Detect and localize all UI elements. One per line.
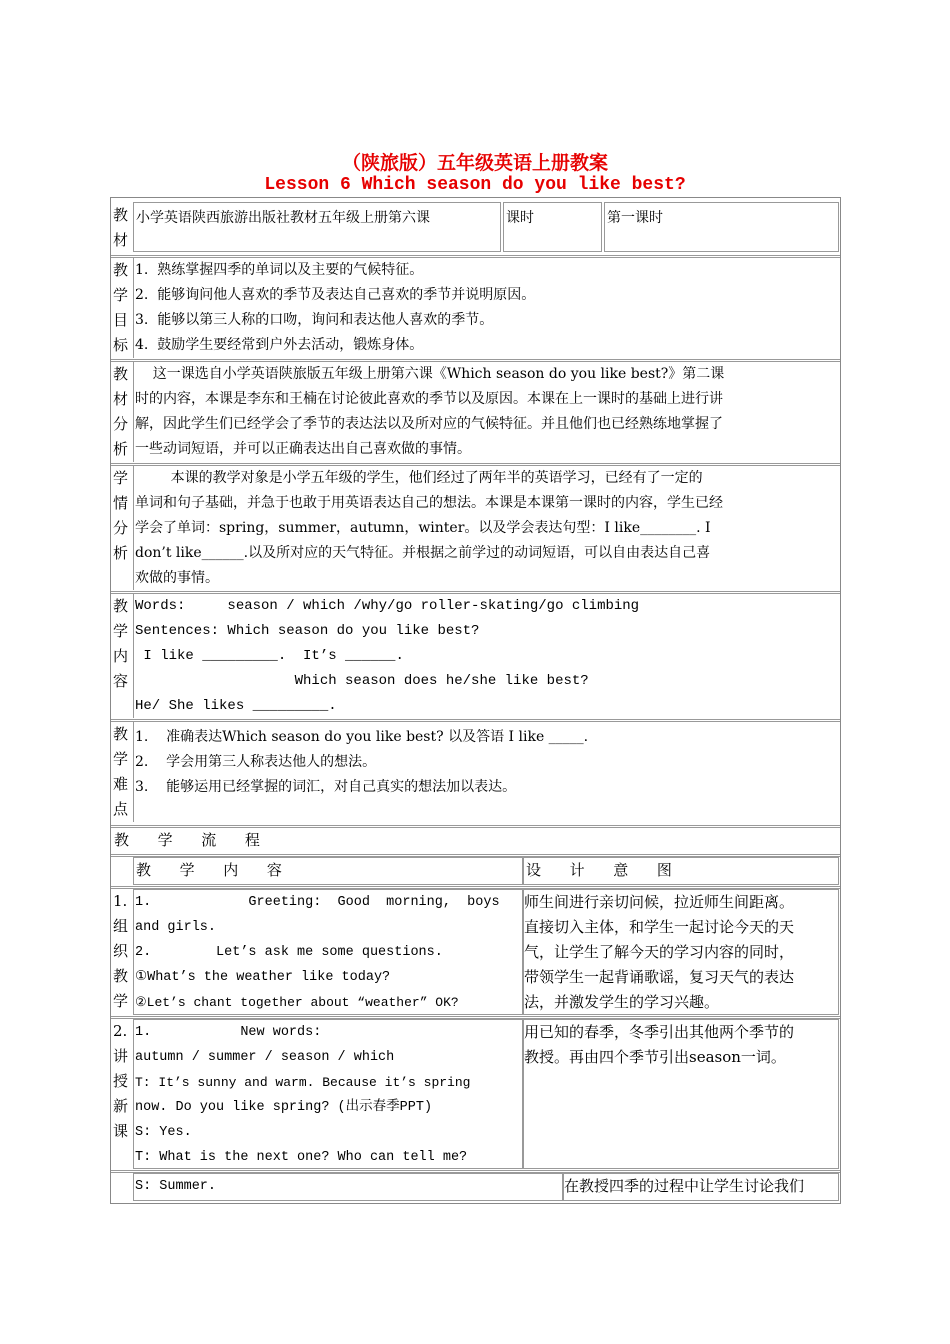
row-analysis xyxy=(111,362,840,464)
content-line: Sentences: Which season do you like best? xyxy=(135,623,480,639)
difficulty-line: 1. 准确表达Which season do you like best? 以及答语 I like _____. xyxy=(135,729,589,745)
students-line: don’t like______.以及所对应的天气特征。并根据之前学过的动词短语，可以自由表达自己喜 xyxy=(135,545,711,561)
lesson-plan-table xyxy=(110,197,841,1204)
goal-item: 3. 能够以第三人称的口吻，询问和表达他人喜欢的季节。 xyxy=(135,312,494,328)
row-step1 xyxy=(111,889,840,1015)
students-line: 欢做的事情。 xyxy=(135,570,219,586)
row-step2 xyxy=(111,1019,840,1169)
keshi-value-cell xyxy=(604,202,839,252)
row-flow xyxy=(111,828,840,854)
step1-line: 1. Greeting: Good morning, boys xyxy=(135,895,500,910)
textbook-text: 小学英语陕西旅游出版社教材五年级上册第六课 xyxy=(136,210,430,226)
row-label-difficulty: 教学难点 xyxy=(113,725,129,818)
step1-line: and girls. xyxy=(135,920,217,935)
step3-content-cell xyxy=(133,1173,563,1201)
step3-line: S: Summer. xyxy=(135,1179,217,1194)
row-label-analysis: 教材分析 xyxy=(113,365,129,458)
students-line: 单词和句子基础，并急于也敢于用英语表达自己的想法。本课是本课第一课时的内容，学生已经 xyxy=(135,495,723,511)
step2-line: S: Yes. xyxy=(135,1125,192,1140)
analysis-line: 时的内容，本课是李东和王楠在讨论彼此喜欢的季节以及原因。本课在上一课时的基础上进行讲 xyxy=(135,391,723,407)
analysis-line: 解，因此学生们已经学会了季节的表达法以及所对应的气候特征。并且他们也已经熟练地掌握了 xyxy=(135,416,723,432)
students-line: 学会了单词：spring，summer，autumn，winter。以及学会表达句型：I like________. I xyxy=(135,520,711,536)
step2-content-cell xyxy=(133,1019,523,1169)
analysis-line: 这一课选自小学英语陕旅版五年级上册第六课《Which season do you like best?》第二课 xyxy=(135,366,725,382)
step2-intent-line: 用已知的春季，冬季引出其他两个季节的 xyxy=(524,1023,795,1041)
step3-intent-cell xyxy=(563,1173,839,1201)
goal-item: 2. 能够询问他人喜欢的季节及表达自己喜欢的季节并说明原因。 xyxy=(135,287,536,303)
document-title-cn: （陕旅版）五年级英语上册教案 xyxy=(341,152,608,174)
row-difficulty xyxy=(111,722,840,824)
textbook-cell xyxy=(133,202,501,252)
step1-intent-line: 带领学生一起背诵歌谣，复习天气的表达 xyxy=(524,968,795,986)
step1-intent-line: 法，并激发学生的学习兴趣。 xyxy=(524,993,720,1011)
keshi-label-cell xyxy=(503,202,602,252)
row-label-content: 教学内容 xyxy=(113,597,129,690)
step2-line: T: What is the next one? Who can tell me? xyxy=(135,1150,468,1165)
content-line: He/ She likes _________. xyxy=(135,698,337,714)
difficulty-line: 3. 能够运用已经掌握的词汇，对自己真实的想法加以表达。 xyxy=(135,779,517,795)
keshi-value: 第一课时 xyxy=(607,210,663,226)
row-label-step1: 1.组织教学 xyxy=(113,892,129,1010)
difficulty-line: 2. 学会用第三人称表达他人的想法。 xyxy=(135,754,377,770)
step1-content-cell xyxy=(133,889,523,1015)
col-header-content-cell xyxy=(133,857,523,885)
step1-intent-cell xyxy=(523,889,839,1015)
row-label-goals: 教学目标 xyxy=(113,261,129,354)
step1-line: 2. Let’s ask me some questions. xyxy=(135,945,443,960)
content-line: Which season does he/she like best? xyxy=(135,673,589,689)
row-flow-headers xyxy=(111,857,840,885)
step2-line: T: It’s sunny and warm. Because it’s spring xyxy=(135,1075,471,1090)
keshi-label: 课时 xyxy=(506,210,534,226)
step2-line: 1. New words: xyxy=(135,1025,322,1040)
row-step3 xyxy=(111,1173,840,1201)
col-header-intent-cell xyxy=(523,857,839,885)
goal-item: 1. 熟练掌握四季的单词以及主要的气候特征。 xyxy=(135,262,424,278)
students-line: 本课的教学对象是小学五年级的学生，他们经过了两年半的英语学习，已经有了一定的 xyxy=(135,470,703,486)
row-students xyxy=(111,466,840,592)
step1-intent-line: 气，让学生了解今天的学习内容的同时， xyxy=(524,943,795,961)
row-label-step2: 2.讲授新课 xyxy=(113,1022,129,1140)
content-line: Words: season / which /why/go roller-skating/go climbing xyxy=(135,598,640,614)
step2-intent-cell xyxy=(523,1019,839,1169)
col-header-intent: 设 计 意 图 xyxy=(526,861,672,879)
content-line: I like _________. It’s ______. xyxy=(135,648,404,664)
step1-intent-line: 师生间进行亲切问候，拉近师生间距离。 xyxy=(524,893,795,911)
row-goals xyxy=(111,258,840,360)
col-header-content: 教 学 内 容 xyxy=(136,861,282,879)
step1-line: ②Let’s chant together about “weather” OK? xyxy=(135,995,459,1010)
flow-label: 教 学 流 程 xyxy=(114,831,260,849)
step1-line: ①What’s the weather like today? xyxy=(135,970,391,985)
step2-intent-line: 教授。再由四个季节引出season一词。 xyxy=(524,1048,786,1066)
row-label-students: 学情分析 xyxy=(113,469,129,562)
goal-item: 4. 鼓励学生要经常到户外去活动，锻炼身体。 xyxy=(135,337,424,353)
step1-intent-line: 直接切入主体，和学生一起讨论今天的天 xyxy=(524,918,795,936)
row-content xyxy=(111,594,840,720)
row-textbook xyxy=(111,198,840,256)
step2-line: autumn / summer / season / which xyxy=(135,1050,395,1065)
analysis-line: 一些动词短语，并可以正确表达出自己喜欢做的事情。 xyxy=(135,441,471,457)
document-title-en: Lesson 6 Which season do you like best? xyxy=(264,175,686,195)
step2-line: now. Do you like spring? (出示春季PPT) xyxy=(135,1100,433,1115)
row-label-textbook: 教材 xyxy=(113,206,129,249)
step3-intent-line: 在教授四季的过程中让学生讨论我们 xyxy=(564,1177,805,1195)
